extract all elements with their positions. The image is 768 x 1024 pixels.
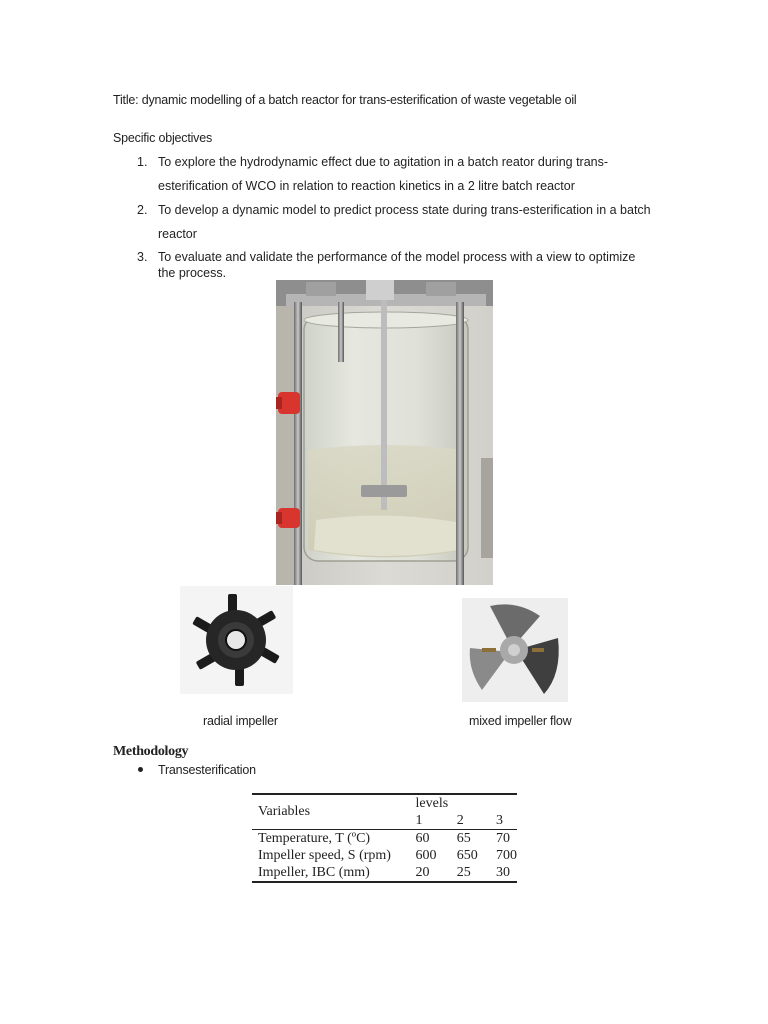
objective-number: 2. [137, 203, 148, 217]
radial-impeller-photo [180, 586, 293, 694]
level-number: 2 [456, 812, 464, 828]
table-header-variables: Variables [258, 804, 311, 819]
row-label: Impeller, IBC (mm) [258, 864, 370, 880]
mixed-impeller-caption: mixed impeller flow [469, 714, 572, 728]
objectives-heading: Specific objectives [113, 131, 213, 145]
objective-number: 3. [137, 250, 148, 264]
cell-value: 20 [415, 864, 430, 880]
cell-value: 25 [456, 864, 471, 880]
table-row [252, 830, 517, 848]
level-number: 3 [496, 812, 503, 828]
document-title: Title: dynamic modelling of a batch reactor for trans-esterification of waste vegetable oil [113, 93, 577, 107]
cell-value: 650 [456, 847, 478, 863]
cell-value: 60 [415, 830, 430, 846]
objective-line: To evaluate and validate the performance of the model process with a view to optimize [158, 250, 636, 264]
table-header-levels: levels [415, 795, 449, 811]
methodology-heading: Methodology [113, 744, 189, 759]
objective-line: To explore the hydrodynamic effect due to agitation in a batch reator during trans- [158, 155, 609, 169]
objective-line: esterification of WCO in relation to reaction kinetics in a 2 litre batch reactor [158, 179, 575, 193]
batch-reactor-photo [276, 280, 493, 585]
level-number: 1 [415, 812, 423, 828]
table-row [252, 847, 517, 864]
objective-line: To develop a dynamic model to predict process state during trans-esterification in a batch [158, 203, 651, 217]
objective-number: 1. [137, 155, 148, 169]
cell-value: 30 [496, 864, 510, 880]
objective-line: reactor [158, 227, 197, 241]
cell-value: 65 [456, 830, 471, 846]
row-label: Impeller speed, S (rpm) [258, 847, 391, 863]
methodology-bullet-item: Transesterification [158, 763, 256, 777]
table-row [252, 864, 517, 882]
cell-value: 70 [496, 830, 510, 846]
radial-impeller-caption: radial impeller [203, 714, 278, 728]
cell-value: 700 [496, 847, 517, 863]
bullet-icon [138, 767, 143, 772]
cell-value: 600 [415, 847, 437, 863]
row-label: Temperature, T (ºC) [258, 830, 371, 846]
levels-table [252, 793, 517, 883]
objective-line: the process. [158, 266, 227, 280]
mixed-flow-impeller-photo [462, 598, 568, 702]
